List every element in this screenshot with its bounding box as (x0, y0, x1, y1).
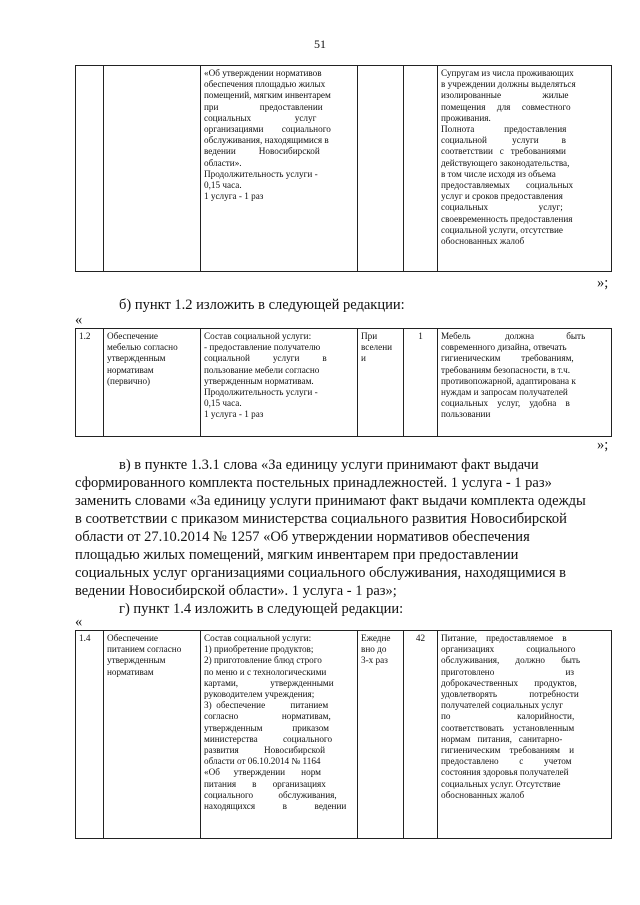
cell-service-content: «Об утверждении нормативов обеспечения площадью жилых помещений, мягким инвентарем при предоставлении социальных услуг организациями социального обслуживания, находящимися в ведении Новосибирской области». Продолжительность услуги - 0,15 часа. 1 услуга - 1 раз (201, 66, 358, 272)
cell-service-content: Состав социальной услуги: 1) приобретение продуктов; 2) приготовление блюд строго по меню и с технологическими картами, утвержденными руководителем учреждения; 3) обеспечение питанием согласно нормативам, утвержденным приказом министерства социального развития Новосибирской области от 06.10.2014 № 1164 «Об утверждении норм питания в организациях социального обслуживания, находящихся в ведении (201, 631, 358, 839)
table-row (76, 329, 612, 437)
cell-count: 1 (404, 329, 438, 437)
cell-quality-indicators: Мебель должна быть современного дизайна, отвечать гигиеническим требованиям, требованиям безопасности, в т.ч. противопожарной, адаптирована к нуждам и запросам получателей социальных услуг, удобна в пользовании (438, 329, 612, 437)
paragraph-v-line-7: социальных услуг организациями социального обслуживания, находящимися в (75, 565, 567, 581)
paragraph-v-line-5: области от 27.10.2014 № 1257 «Об утверждении нормативов обеспечения (75, 529, 530, 545)
cell-period: Ежедне вно до 3-х раз (358, 631, 404, 839)
cell-service-content: Состав социальной услуги: - предоставление получателю социальной услуги в пользование мебели согласно утвержденным нормативам. Продолжительность услуги - 0,15 часа. 1 услуга - 1 раз (201, 329, 358, 437)
table-1-continuation (75, 65, 612, 272)
cell-service-name (104, 66, 201, 272)
paragraph-v-line-2: сформированного комплекта постельных принадлежностей. 1 услуга - 1 раз» (75, 475, 552, 491)
closing-quote: »; (597, 275, 609, 291)
cell-service-name: Обеспечение мебелью согласно утвержденным нормативам (первично) (104, 329, 201, 437)
opening-quote: « (75, 312, 83, 328)
table-3-nutrition (75, 630, 612, 839)
cell-period (358, 66, 404, 272)
cell-count (404, 66, 438, 272)
cell-service-name: Обеспечение питанием согласно утвержденным нормативам (104, 631, 201, 839)
table-row (76, 631, 612, 839)
table-row (76, 66, 612, 272)
cell-quality-indicators: Супругам из числа проживающих в учреждении должны выделяться изолированные жилые помещения для совместного проживания. Полнота предоставления социальной услуги в соответствии с требованиями действующего законодательства, в том числе исходя из объема предоставляемых социальных услуг и сроков предоставления социальных услуг; своевременность предоставления социальной услуги, отсутствие обоснованных жалоб (438, 66, 612, 272)
paragraph-b: б) пункт 1.2 изложить в следующей редакции: (119, 297, 405, 313)
paragraph-v-line-3: заменить словами «За единицу услуги принимают факт выдачи комплекта одежды (75, 493, 586, 509)
paragraph-g: г) пункт 1.4 изложить в следующей редакции: (119, 601, 404, 617)
table-2-furniture (75, 328, 612, 437)
paragraph-v-line-6: площадью жилых помещений, мягким инвентарем при предоставлении (75, 547, 519, 563)
cell-number (76, 66, 104, 272)
cell-number: 1.4 (76, 631, 104, 839)
paragraph-v-line-4: в соответствии с приказом министерства социального развития Новосибирской (75, 511, 567, 527)
cell-count: 42 (404, 631, 438, 839)
paragraph-v-line-8: ведении Новосибирской области». 1 услуга - 1 раз»; (75, 583, 397, 599)
cell-quality-indicators: Питание, предоставляемое в организациях социального обслуживания, должно быть приготовлено из доброкачественных продуктов, удовлетворять потребности получателей социальных услуг по калорийности, соответствовать установленным нормам питания, санитарно- гигиеническим требованиям и предоставлено с учетом состояния здоровья получателей социальных услуг. Отсутствие обоснованных жалоб (438, 631, 612, 839)
closing-quote: »; (597, 437, 609, 453)
cell-number: 1.2 (76, 329, 104, 437)
opening-quote: « (75, 614, 83, 630)
page-number: 51 (314, 37, 326, 51)
cell-period: При вселени и (358, 329, 404, 437)
paragraph-v-line-1: в) в пункте 1.3.1 слова «За единицу услуги принимают факт выдачи (119, 457, 539, 473)
